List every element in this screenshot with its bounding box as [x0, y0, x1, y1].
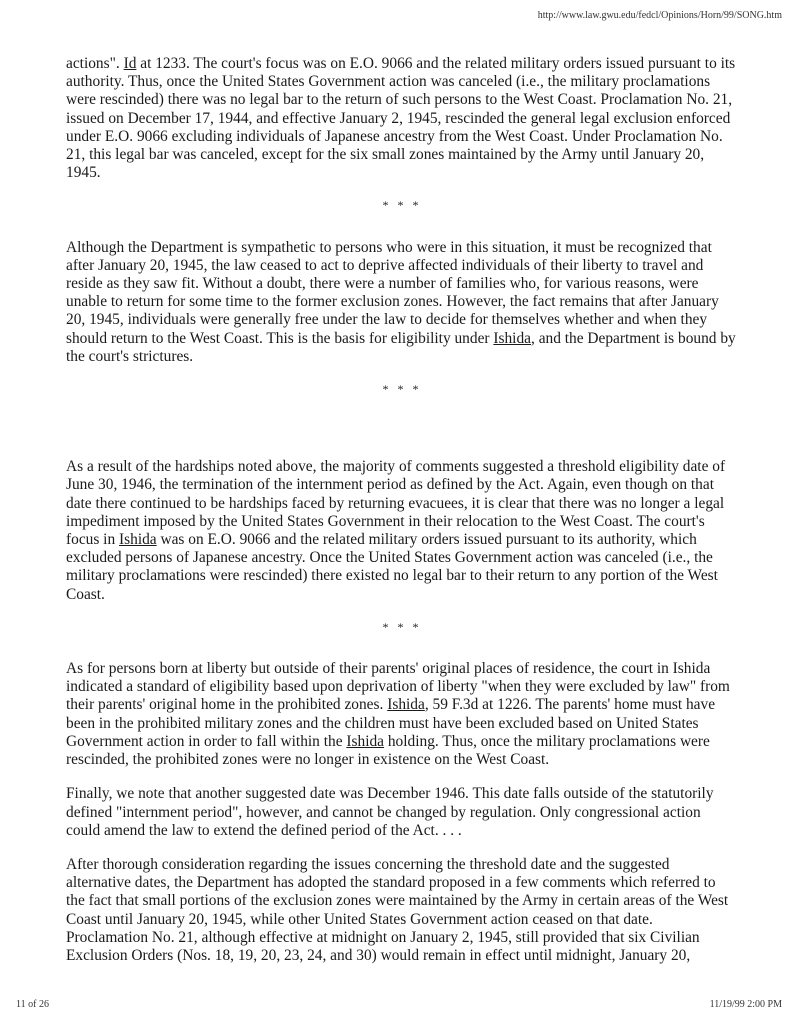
paragraph-4: As for persons born at liberty but outside of their parents' original places of residence, the court in Ishida indicated a standard of eligibility based upon deprivation of liberty "when they were excluded by law" from their parents' original home in the prohibited zones. Ishida, 59 F.3d at 1226. The parents' home must have been in the prohibited military zones and the children must have been excluded based on United States Government action in order to fall within the Ishida holding. Thus, once the military proclamations were rescinded, the prohibited zones were no longer in existence on the West Coast.	[66, 660, 730, 769]
print-timestamp: 11/19/99 2:00 PM	[709, 999, 782, 1010]
page-number: 11 of 26	[16, 999, 49, 1010]
section-separator: * * *	[382, 382, 422, 397]
ishida-link[interactable]: Ishida	[119, 531, 157, 549]
section-separator: * * *	[382, 198, 422, 213]
id-citation-link[interactable]: Id	[123, 55, 137, 72]
paragraph-3: As a result of the hardships noted above, the majority of comments suggested a threshold eligibility date of June 30, 1946, the termination of the internment period as defined by the Act. Again, even though on that date there continued to be hardships faced by returning evacuees, it is clear that there was no longer a legal impediment imposed by the United States Government in their relocation to the West Coast. The court's focus in Ishida was on E.O. 9066 and the related military orders issued pursuant to its authority, which excluded persons of Japanese ancestry. Once the United States Government action was canceled (i.e., the military proclamations were rescinded) there existed no legal bar to their return to any portion of the West Coast.	[66, 458, 726, 603]
page-url-header: http://www.law.gwu.edu/fedcl/Opinions/Horn/99/SONG.htm	[537, 10, 782, 21]
section-separator: * * *	[382, 619, 422, 634]
paragraph-6: After thorough consideration regarding the issues concerning the threshold date and the suggested alternative dates, the Department has adopted the standard proposed in a few comments which referred to the fact that small portions of the exclusion zones were maintained by the Army in certain areas of the West Coast until January 20, 1945, while other United States Government action ceased on that date. Proclamation No. 21, although effective at midnight on January 2, 1945, still provided that six Civilian Exclusion Orders (Nos. 18, 19, 20, 23, 24, and 30) would remain in effect until midnight, January 20,	[66, 855, 729, 964]
ishida-link[interactable]: Ishida	[387, 696, 425, 714]
ishida-link[interactable]: Ishida	[346, 732, 385, 750]
paragraph-1: actions". Id at 1233. The court's focus was on E.O. 9066 and the related military orders issued pursuant to its authority. Thus, once the United States Government action was canceled (i.e., the military proclamations were rescinded) there was no legal bar to the return of such persons to the West Coast. Proclamation No. 21, issued on December 17, 1944, and effective January 2, 1945, rescinded the general legal exclusion enforced under E.O. 9066 excluding individuals of Japanese ancestry from the West Coast. Under Proclamation No. 21, this legal bar was canceled, except for the six small zones maintained by the Army until January 20, 1945.	[66, 55, 736, 182]
paragraph-5: Finally, we note that another suggested date was December 1946. This date falls outside of the statutorily defined "internment period", however, and cannot be changed by regulation. Only congressional action could amend the law to extend the defined period of the Act. . . .	[66, 785, 714, 839]
document-body	[66, 55, 738, 965]
paragraph-2: Although the Department is sympathetic to persons who were in this situation, it must be recognized that after January 20, 1945, the law ceased to act to deprive affected individuals of their liberty to travel and reside as they saw fit. Without a doubt, there were a number of families who, for various reasons, were unable to return for some time to the former exclusion zones. However, the fact remains that after January 20, 1945, individuals were generally free under the law to decide for themselves whether and when they should return to the West Coast. This is the basis for eligibility under Ishida, and the Department is bound by the court's strictures.	[66, 238, 736, 365]
ishida-link[interactable]: Ishida	[493, 329, 531, 347]
